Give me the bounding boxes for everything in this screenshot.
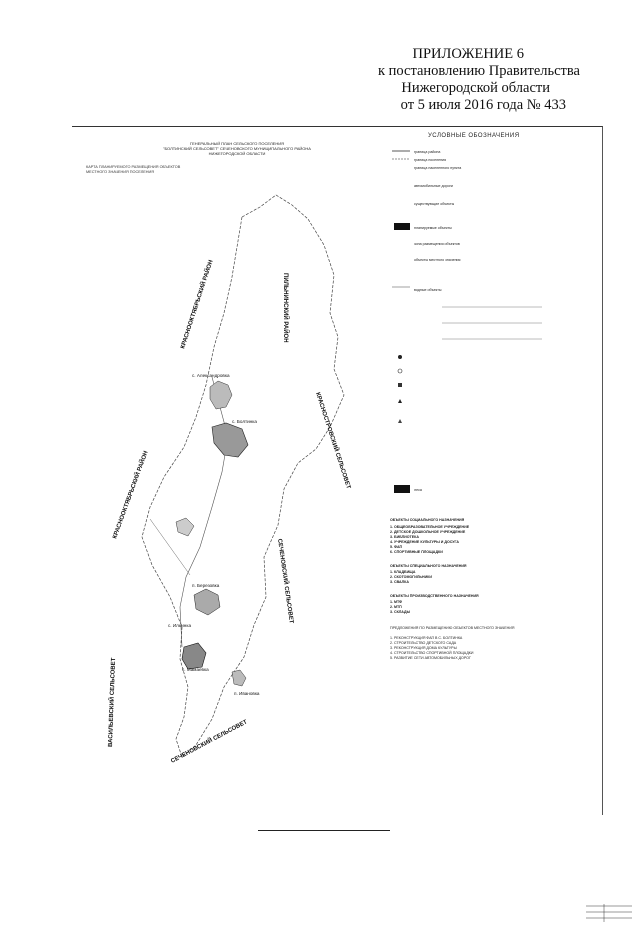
settlement-label: с. Болтинка [232, 419, 257, 424]
legend-item: 2. СКОТОМОГИЛЬНИКИ [390, 575, 432, 579]
appendix-header [280, 46, 580, 114]
legend-symbol [398, 399, 402, 403]
legend-item: существующие объекты [414, 202, 455, 206]
label-east-council: КРАСНОСТРОВСКИЙ СЕЛЬСОВЕТ [314, 391, 352, 490]
settlement-label: с. Александровка [192, 373, 230, 378]
plan-subtitle-line: КАРТА ПЛАНИРУЕМОГО РАЗМЕЩЕНИЯ ОБЪЕКТОВ [86, 165, 181, 169]
appendix-region: Нижегородской области [401, 80, 550, 96]
legend-item: 3. БИБЛИОТЕКА [390, 535, 419, 539]
legend-title: УСЛОВНЫЕ ОБОЗНАЧЕНИЯ [428, 133, 520, 139]
label-southeast-council: СЕЧЕНОВСКИЙ СЕЛЬСОВЕТ [276, 538, 294, 624]
legend-item: объекты местного значения [414, 258, 461, 262]
settlement-label: с. Мамаевка [182, 667, 209, 672]
plan-title-line: ГЕНЕРАЛЬНЫЙ ПЛАН СЕЛЬСКОГО ПОСЕЛЕНИЯ [189, 141, 285, 146]
plan-subtitle-line: МЕСТНОГО ЗНАЧЕНИЯ ПОСЕЛЕНИЯ [86, 169, 154, 174]
proposals-title: ПРЕДЛОЖЕНИЯ ПО РАЗМЕЩЕНИЮ ОБЪЕКТОВ МЕСТНОГО ЗНАЧЕНИЯ [390, 626, 515, 630]
legend-symbol [398, 419, 402, 423]
legend-item: 4. УЧРЕЖДЕНИЕ КУЛЬТУРЫ И ДОСУГА [390, 540, 459, 544]
legend-item: 2. МТП [390, 605, 402, 609]
legend-item: 2. ДЕТСКОЕ ДОШКОЛЬНОЕ УЧРЕЖДЕНИЕ [390, 530, 466, 534]
settlement-area [212, 423, 248, 457]
legend-symbol [398, 355, 402, 359]
plan-title-line: НИЖЕГОРОДСКОЙ ОБЛАСТИ [208, 151, 266, 156]
legend-item: 1. МТФ [390, 600, 403, 604]
legend-item: леса [414, 488, 422, 492]
settlement-area [176, 518, 194, 536]
legend-item: 5. ФАП [390, 545, 403, 549]
label-northeast-district: ПИЛЬНИНСКИЙ РАЙОН [282, 273, 288, 343]
legend-proposals [390, 626, 515, 660]
legend-item: граница населенного пункта [414, 166, 462, 170]
settlement-label: п. Березовка [192, 583, 220, 588]
legend-items [414, 150, 461, 492]
legend-item: граница района [414, 150, 441, 154]
settlement-area [182, 643, 206, 669]
legend-swatch [394, 485, 410, 493]
proposal-item: 2. СТРОИТЕЛЬСТВО ДЕТСКОГО САДА [390, 641, 457, 645]
legend-rule-lines [442, 307, 542, 339]
map-drawing [72, 127, 602, 815]
bottom-rule [258, 830, 390, 831]
legend-item: 3. СКЛАДЫ [390, 610, 411, 614]
legend-swatch [394, 223, 410, 230]
territory-boundary [142, 195, 344, 757]
proposal-item: 4. СТРОИТЕЛЬСТВО СПОРТИВНОЙ ПЛОЩАДКИ [390, 651, 474, 655]
label-south-council: СЕЧЕНОВСКИЙ СЕЛЬСОВЕТ [170, 719, 249, 765]
legend-item: граница поселения [414, 158, 447, 162]
legend-symbol [398, 369, 402, 373]
settlement-label: п. Ивановка [234, 691, 260, 696]
legend-section: ОБЪЕКТЫ СПЕЦИАЛЬНОГО НАЗНАЧЕНИЯ [390, 564, 467, 568]
appendix-decree: к постановлению Правительства [378, 63, 580, 79]
settlement-area [194, 589, 220, 615]
legend-item: 3. СВАЛКА [390, 580, 409, 584]
plan-title-line: "БОЛТИНСКИЙ СЕЛЬСОВЕТ" СЕЧЕНОВСКОГО МУНИЦИПАЛЬНОГО РАЙОНА [163, 146, 311, 151]
settlement-label: с. Ильинка [168, 623, 191, 628]
proposal-item: 3. РЕКОНСТРУКЦИЯ ДОМА КУЛЬТУРЫ [390, 646, 457, 650]
settlement-area [232, 670, 246, 686]
label-west-district: КРАСНООКТЯБРЬСКИЙ РАЙОН [112, 450, 150, 540]
proposal-item: 5. РАЗВИТИЕ СЕТИ АВТОМОБИЛЬНЫХ ДОРОГ [390, 656, 471, 660]
appendix-title: ПРИЛОЖЕНИЕ 6 [412, 46, 524, 62]
legend-item: зона размещения объектов [414, 242, 460, 246]
legend-item: планируемые объекты [414, 226, 452, 230]
appendix-date: от 5 июля 2016 года № 433 [400, 97, 566, 113]
legend-item: автомобильные дороги [414, 184, 453, 188]
legend-item: 6. СПОРТИВНЫЕ ПЛОЩАДКИ [390, 550, 443, 554]
settlement-area [210, 381, 232, 409]
legend-section: ОБЪЕКТЫ ПРОИЗВОДСТВЕННОГО НАЗНАЧЕНИЯ [390, 594, 479, 598]
label-southwest-council: ВАСИЛЬЕВСКИЙ СЕЛЬСОВЕТ [108, 657, 118, 748]
proposal-item: 1. РЕКОНСТРУКЦИЯ ФАП В С. БОЛТИНКА [390, 636, 463, 640]
label-north-district: КРАСНООКТЯБРЬСКИЙ РАЙОН [180, 259, 215, 350]
legend-sections [390, 518, 479, 614]
legend-item: 1. ОБЩЕОБРАЗОВАТЕЛЬНОЕ УЧРЕЖДЕНИЕ [390, 525, 470, 529]
legend-symbol [398, 383, 402, 387]
legend-item: 1. КЛАДБИЩА [390, 570, 416, 574]
legend-item: водные объекты [414, 288, 442, 292]
stamp [584, 902, 634, 924]
legend-section: ОБЪЕКТЫ СОЦИАЛЬНОГО НАЗНАЧЕНИЯ [390, 518, 465, 522]
map-sheet [72, 126, 603, 815]
